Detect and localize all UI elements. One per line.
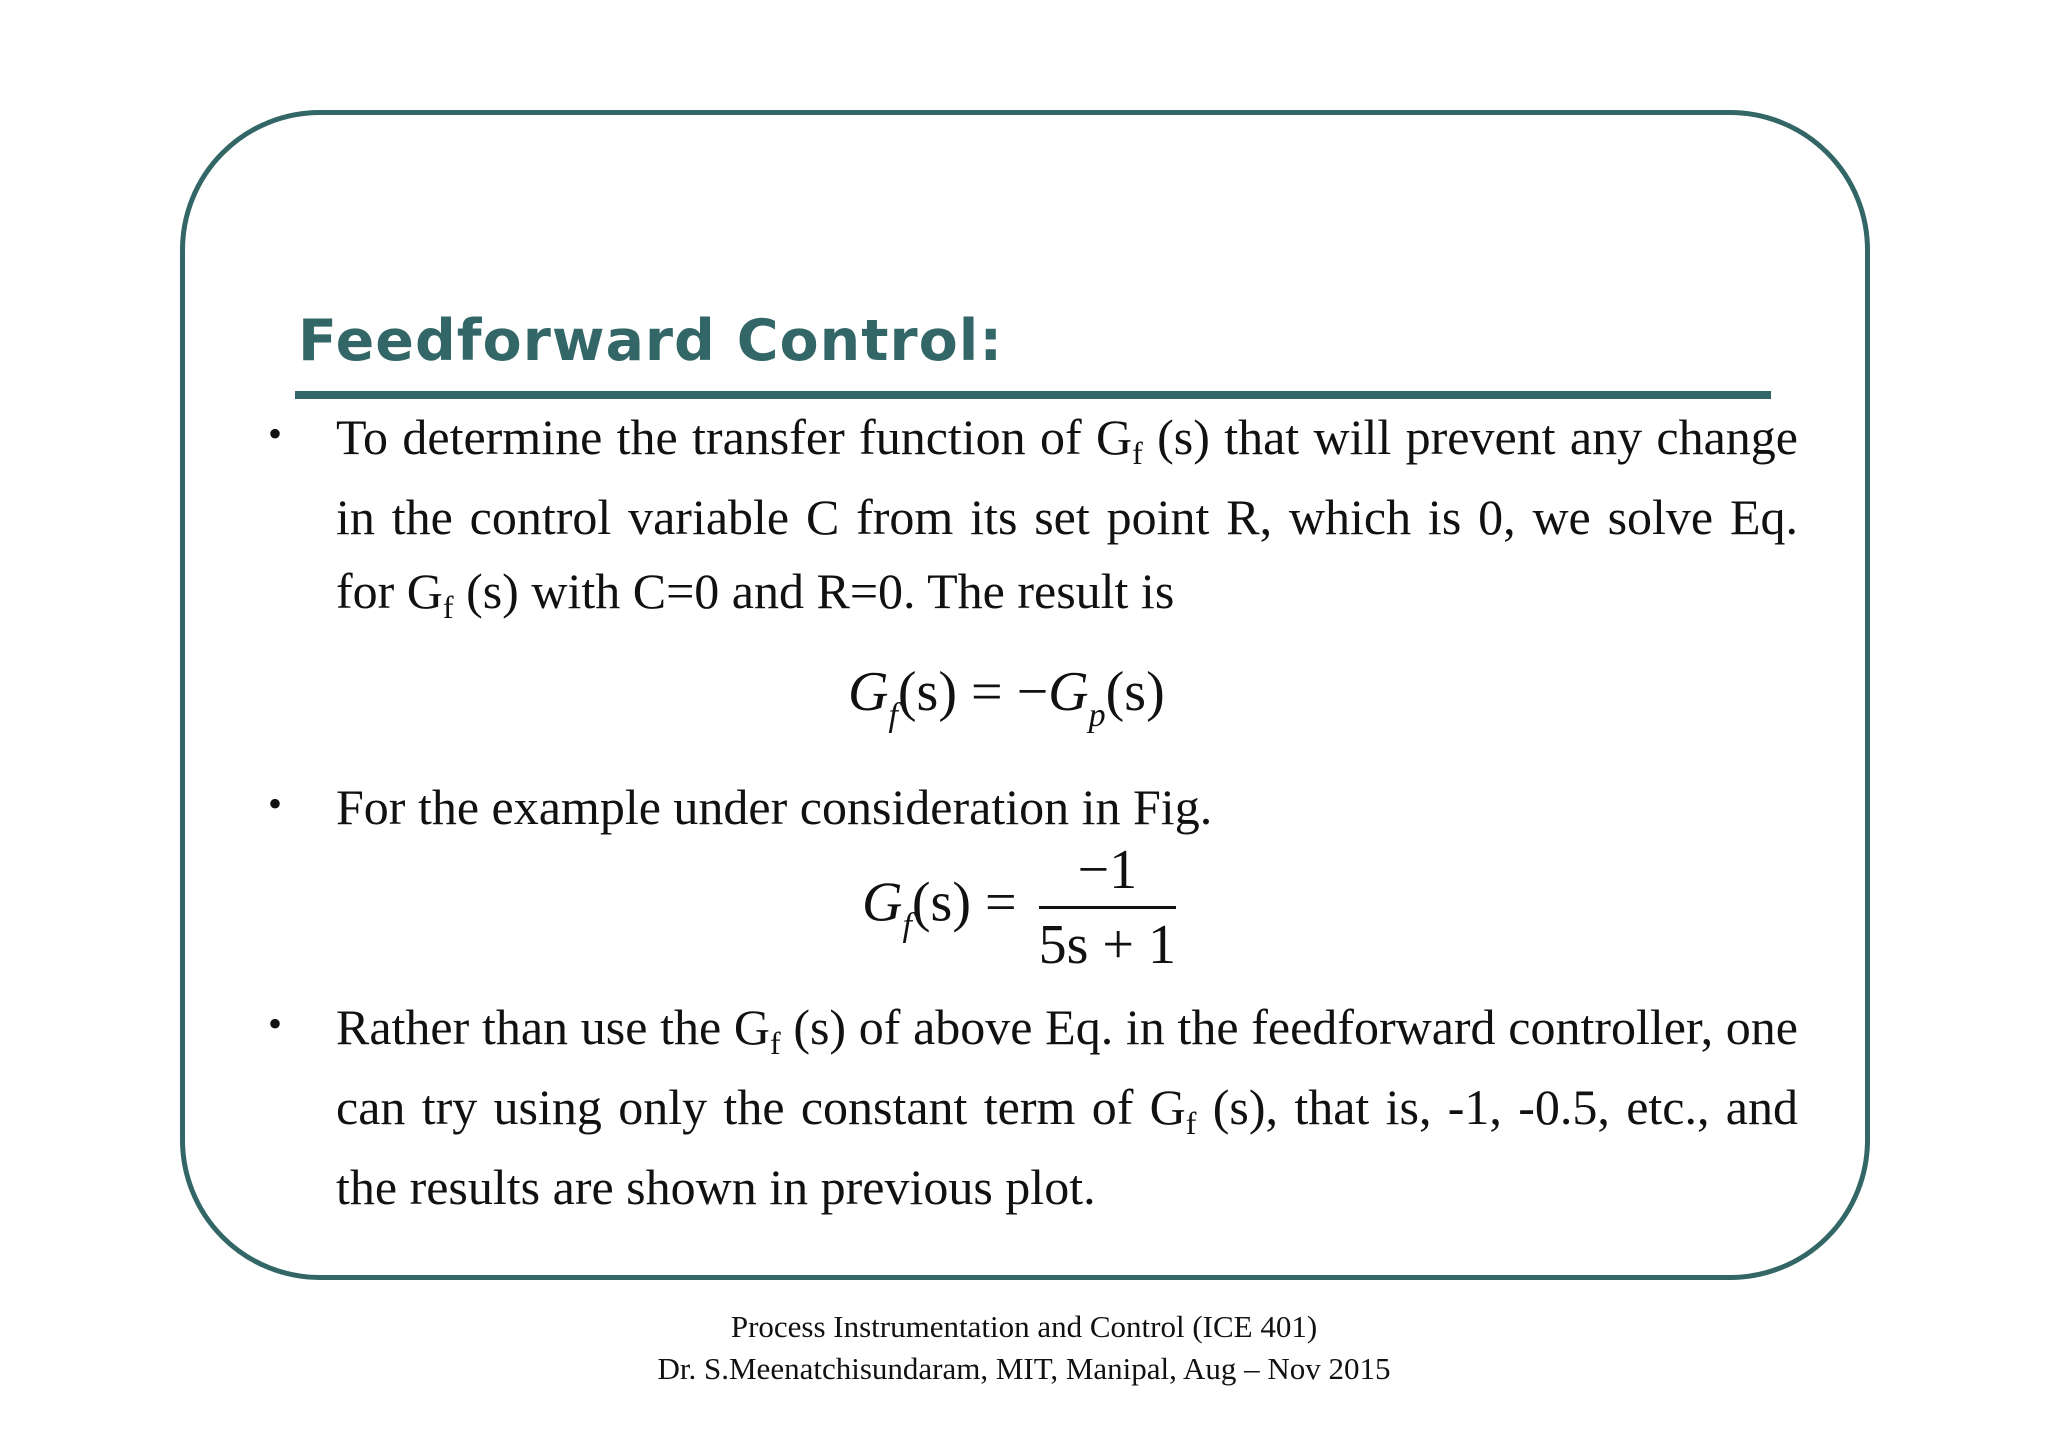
footer-course: Process Instrumentation and Control (ICE 401)	[730, 1309, 1318, 1344]
bullet-3-text: Rather than use the $G_f$ (s) of above Eq. in the feedforward controller, one can try using only the constant term of $G_f$ (s), that is, -1, -0.5, etc., and the results are shown in previous plot.	[336, 999, 1798, 1215]
equation-gf-equals-minus-gp: $G_f(s) = -G_p(s)$	[848, 661, 1165, 734]
slide-footer	[0, 1306, 2048, 1390]
fraction	[1039, 838, 1176, 977]
bullet-2-text: For the example under consideration in Fig.	[336, 779, 1213, 835]
bullet-1-text: To determine the transfer function of $G_f$ (s) that will prevent any change in the control variable C from its set point R, which is 0, we solve Eq. for $G_f$ (s) with C=0 and R=0. The result is	[336, 409, 1799, 625]
title-underline	[295, 391, 1771, 399]
footer-author: Dr. S.Meenatchisundaram, MIT, Manipal, Aug – Nov 2015	[657, 1351, 1391, 1386]
bullet-marker-1: •	[268, 411, 283, 456]
bullet-marker-2: •	[268, 781, 283, 826]
fraction-numerator: −1	[1039, 838, 1176, 909]
equation-gf-fraction: $G_f(s)$ = $\frac{-1}{5s + 1}$	[862, 839, 1176, 976]
bullet-marker-3: •	[268, 1001, 283, 1046]
slide-title: Feedforward Control:	[298, 308, 1004, 374]
fraction-denominator: 5s + 1	[1038, 914, 1176, 976]
